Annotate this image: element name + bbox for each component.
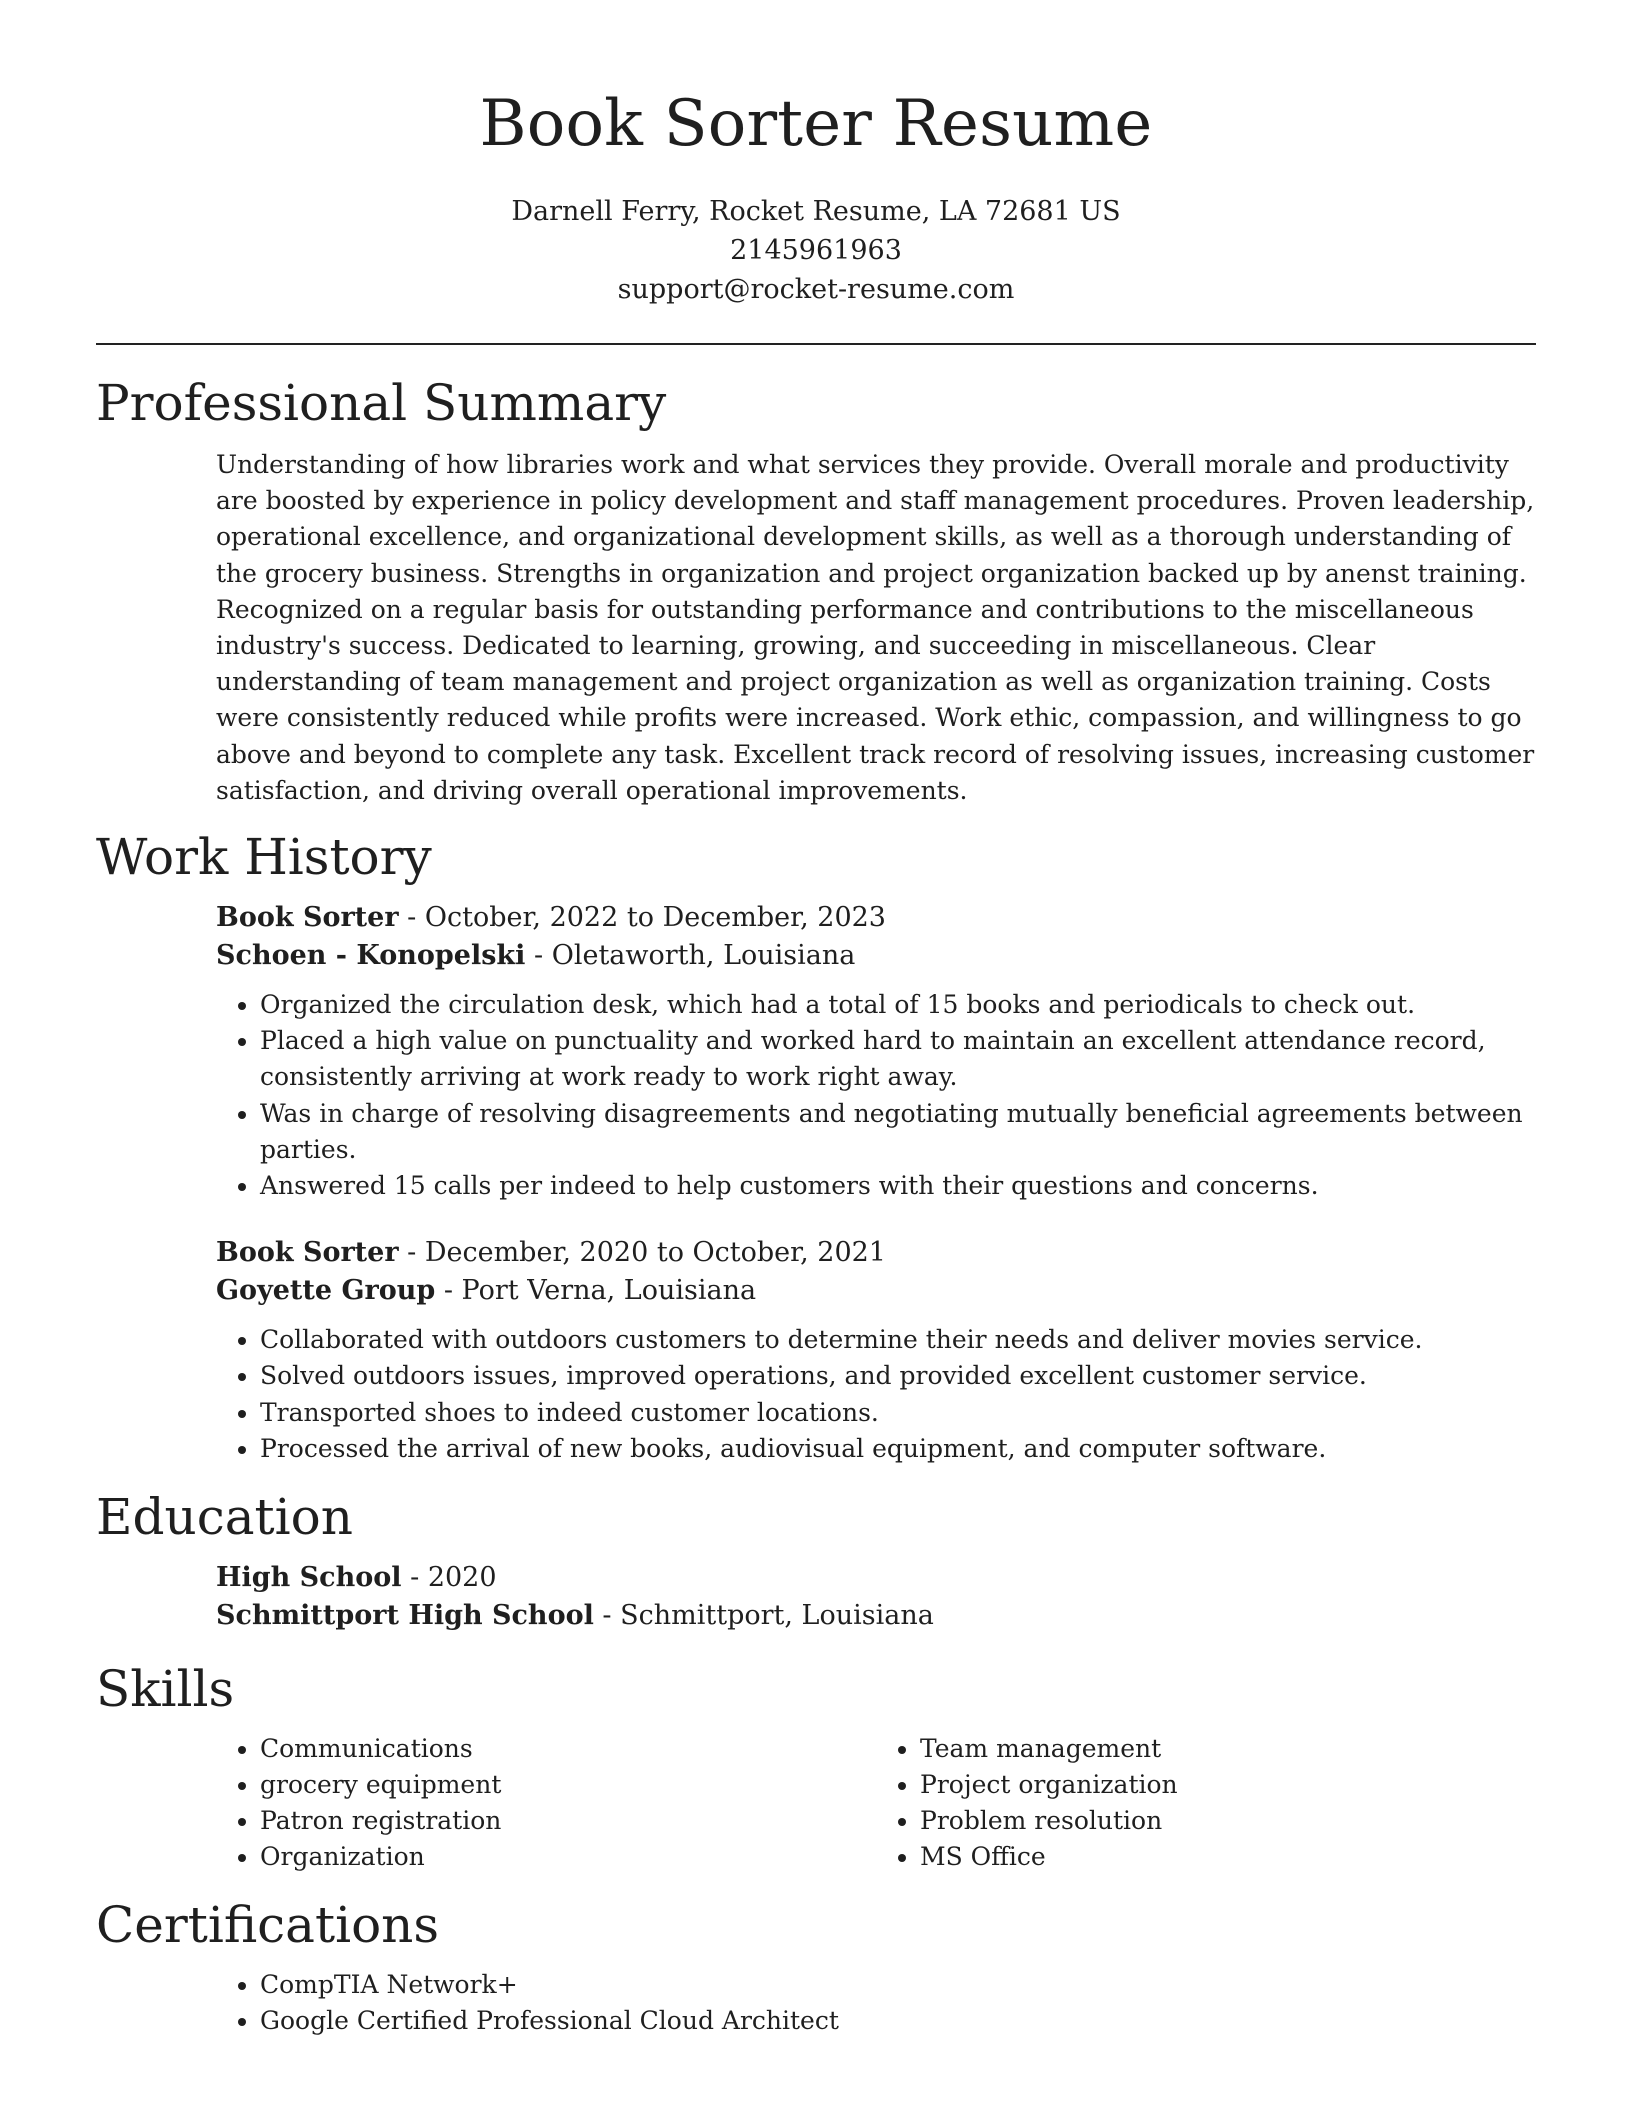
job-title-line <box>216 899 1536 937</box>
summary-body <box>96 447 1536 809</box>
education-body <box>96 1559 1536 1635</box>
skills-grid <box>216 1731 1536 1875</box>
job-company-line <box>216 937 1536 975</box>
job-dates: - October, 2022 to December, 2023 <box>398 902 886 934</box>
job-role: Book Sorter <box>216 1237 399 1269</box>
list-item: • Organization <box>260 1839 876 1875</box>
list-item: • Team management <box>920 1731 1536 1767</box>
contact-info <box>96 192 1536 309</box>
certifications-body <box>96 1967 1536 2039</box>
education-section <box>96 1485 1536 1635</box>
work-history-section <box>96 825 1536 1467</box>
list-item: • Processed the arrival of new books, audiovisual equipment, and computer software. <box>260 1431 1536 1467</box>
list-item: • Communications <box>260 1731 876 1767</box>
job-dates: - December, 2020 to October, 2021 <box>398 1237 886 1269</box>
job-bullets <box>216 987 1536 1204</box>
job-entry <box>216 1234 1536 1467</box>
list-item: • Google Certified Professional Cloud Architect <box>260 2003 1536 2039</box>
education-school-line <box>216 1597 1536 1635</box>
list-item: • Problem resolution <box>920 1803 1536 1839</box>
certifications-section <box>96 1893 1536 2039</box>
resume-header <box>96 0 1536 309</box>
list-item: • Organized the circulation desk, which had a total of 15 books and periodicals to check out. <box>260 987 1536 1023</box>
summary-section <box>96 371 1536 809</box>
list-item: • Collaborated with outdoors customers to determine their needs and deliver movies service. <box>260 1322 1536 1358</box>
list-item: • grocery equipment <box>260 1767 876 1803</box>
skills-column-right <box>876 1731 1536 1875</box>
work-history-heading: Work History <box>96 828 432 887</box>
education-heading: Education <box>96 1488 353 1547</box>
education-year: - 2020 <box>401 1562 497 1594</box>
job-title-line <box>216 1234 1536 1272</box>
contact-address: Darnell Ferry, Rocket Resume, LA 72681 US <box>511 196 1121 227</box>
certifications-heading: Certifications <box>96 1896 440 1955</box>
list-item: • Solved outdoors issues, improved operations, and provided excellent customer service. <box>260 1358 1536 1394</box>
education-school: Schmittport High School <box>216 1600 594 1632</box>
list-item: • Project organization <box>920 1767 1536 1803</box>
header-divider <box>96 343 1536 345</box>
contact-email: support@rocket-resume.com <box>617 274 1015 305</box>
summary-text: Understanding of how libraries work and what services they provide. Overall morale and productivity are boosted by experience in policy development and staff management procedures. Proven leadership, operational excellence, and organizational development skills, as well as a thorough understanding of the grocery business. Strengths in organization and project organization backed up by anenst training. Recognized on a regular basis for outstanding performance and contributions to the miscellaneous industry's success. Dedicated to learning, growing, and succeeding in miscellaneous. Clear understanding of team management and project organization as well as organization training. Costs were consistently reduced while profits were increased. Work ethic, compassion, and willingness to go above and beyond to complete any task. Excellent track record of resolving issues, increasing customer satisfaction, and driving overall operational improvements. <box>216 450 1535 805</box>
list-item: • Was in charge of resolving disagreements and negotiating mutually beneficial agreements between parties. <box>260 1096 1536 1168</box>
job-company: Schoen - Konopelski <box>216 940 526 972</box>
skills-section <box>96 1657 1536 1875</box>
list-item: • CompTIA Network+ <box>260 1967 1536 2003</box>
summary-heading: Professional Summary <box>96 374 667 432</box>
certifications-list <box>216 1967 1536 2039</box>
resume-title: Book Sorter Resume <box>479 87 1153 161</box>
job-company: Goyette Group <box>216 1275 436 1307</box>
skills-column-left <box>216 1731 876 1875</box>
job-role: Book Sorter <box>216 902 399 934</box>
education-degree: High School <box>216 1562 402 1594</box>
skills-heading: Skills <box>96 1660 235 1719</box>
job-company-line <box>216 1272 1536 1310</box>
list-item: • Transported shoes to indeed customer locations. <box>260 1395 1536 1431</box>
job-bullets <box>216 1322 1536 1467</box>
contact-phone: 2145961963 <box>730 235 902 266</box>
work-history-body <box>96 899 1536 1467</box>
list-item: • Answered 15 calls per indeed to help customers with their questions and concerns. <box>260 1168 1536 1204</box>
list-item: • Patron registration <box>260 1803 876 1839</box>
list-item: • Placed a high value on punctuality and worked hard to maintain an excellent attendance record, consistently arriving at work ready to work right away. <box>260 1023 1536 1095</box>
education-degree-line <box>216 1559 1536 1597</box>
education-location: - Schmittport, Louisiana <box>593 1600 934 1632</box>
job-location: - Port Verna, Louisiana <box>435 1275 757 1307</box>
job-location: - Oletaworth, Louisiana <box>525 940 856 972</box>
list-item: • MS Office <box>920 1839 1536 1875</box>
skills-body <box>96 1731 1536 1875</box>
job-entry <box>216 899 1536 1204</box>
